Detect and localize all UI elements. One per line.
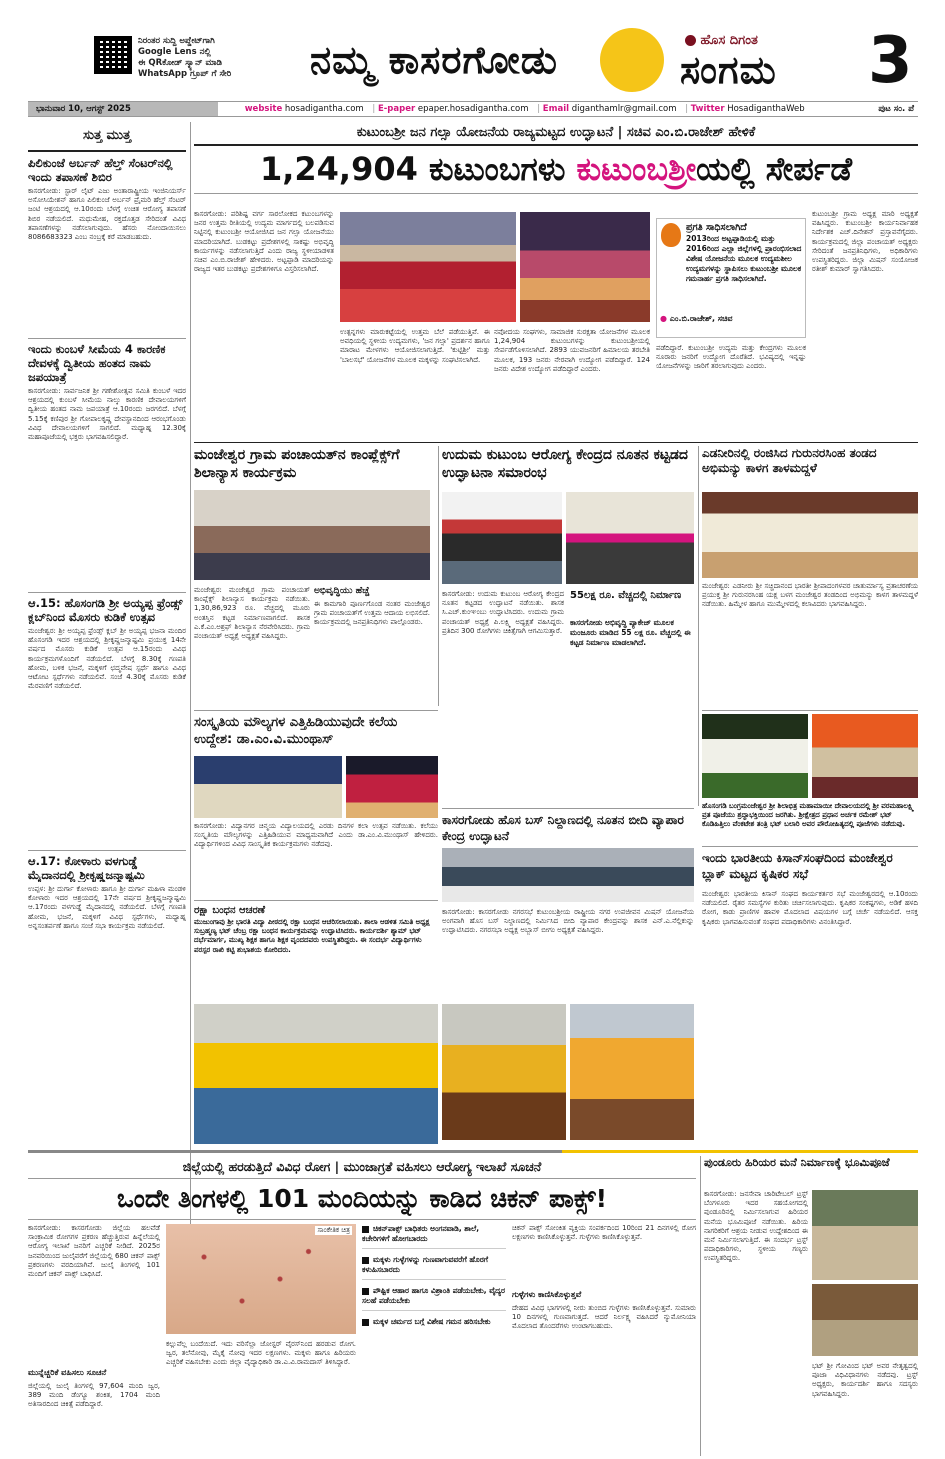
left-story-2-body: ಕಾಸರಗೋಡು: ಸಾರ್ವಜನಿಕ ಶ್ರೀ ಗಣೇಶೋತ್ಸವ ಸಮಿತಿ ಕುಂಬಳೆ ಇದರ ಆಶ್ರಯದಲ್ಲಿ ಕುಂಬಳೆ ಸೀಮೆಯ ನಾಲ್ಕು ಕಾರಣಿಕ ದೇವಾಲಯಗಳಿಗೆ ದ್ವಿತೀಯ ಹಂತದ ನಾಮ ಜಪಯಾತ್ರೆ ಆ.10ರಂದು ಜರಗಲಿದೆ. ಬೆಳಗ್ಗೆ 5.15ಕ್ಕೆ ಕಣಿಪುರ ಶ್ರೀ ಗೋಪಾಲಕೃಷ್ಣ ದೇವಸ್ಥಾನದಿಂದ ಆರಂಭಗೊಂಡು ವಿವಿಧ ದೇವಾಲಯಗಳಿಗೆ ಸಾಗಲಿದೆ. ಮಧ್ಯಾಹ್ನ 12.30ಕ್ಕೆ ಮಹಾಪೂಜೆಯಲ್ಲಿ ಭಕ್ತರು ಭಾಗವಹಿಸಲಿದ್ದಾರೆ. [28, 387, 186, 442]
lead-body-3: ನವೋದಯ ಸಂಘಗಳು, ಸಾಮಾಜಿಕ ಸುರಕ್ಷತಾ ಯೋಜನೆಗಳ ಮೂಲಕ 1,24,904 ಕುಟುಂಬಗಳನ್ನು ಕುಟುಂಬಶ್ರೀಯಲ್ಲಿ ಸೇರ್ಪಡೆಗೊಳಿಸಲಾಗಿದೆ. 2893 ಯುವಜನರಿಗೆ ಹಿಮಾಲಯ ತರಬೇತಿ ಮೂಲಕ, 193 ಜನರು ನೇರವಾಗಿ ಉದ್ಯೋಗ ಪಡೆದಿದ್ದಾರೆ. 124 ಜನರು ವಿದೇಶ ಉದ್ಯೋಗ ಪಡೆದಿದ್ದಾರೆ ಎಂದರು. [494, 328, 650, 373]
lead-sidebar-icon [661, 223, 681, 247]
brand-logo-icon [685, 35, 696, 46]
left-story-3-body: ಮಂಜೇಶ್ವರ: ಶ್ರೀ ಅಯ್ಯಪ್ಪ ಫ್ರೆಂಡ್ಸ್ ಕ್ಲಬ್ ಶ್ರೀ ಅಯ್ಯಪ್ಪ ಭಜನಾ ಮಂದಿರ ಹೊಸಂಗಡಿ ಇದರ ಆಶ್ರಯದಲ್ಲಿ ಶ್ರೀಕೃಷ್ಣಜನ್ಮಾಷ್ಟಮಿ ಪ್ರಯುಕ್ತ 14ನೇ ವರ್ಷದ ಮೊಸರು ಕುಡಿಕೆ ಉತ್ಸವ ಆ.15ರಂದು ವಿವಿಧ ಕಾರ್ಯಕ್ರಮಗಳೊಂದಿಗೆ ನಡೆಯಲಿದೆ. ಬೆಳಗ್ಗೆ 8.30ಕ್ಕೆ ಗಣಪತಿ ಹೋಮ, ಬಳಿಕ ಭಜನೆ, ಮಕ್ಕಳಿಗೆ ಛದ್ಮವೇಷ ಸ್ಪರ್ಧೆ ಹಾಗೂ ವಿವಿಧ ಆಟೋಟ ಸ್ಪರ್ಧೆಗಳು ನಡೆಯಲಿವೆ. ಸಂಜೆ 4.30ಕ್ಕೆ ಮೊಸರು ಕುಡಿಕೆ ಮೆರವಣಿಗೆ ನಡೆಯಲಿದೆ. [28, 627, 186, 691]
qr-code[interactable] [94, 36, 132, 74]
masthead [0, 0, 945, 118]
epaper-value: epaper.hosadigantha.com [417, 104, 529, 114]
manjeshwar-headline: ಮಂಜೇಶ್ವರ ಗ್ರಾಮ ಪಂಚಾಯತ್‌ನ ಕಾಂಪ್ಲೆಕ್ಸ್‌ಗೆ ಶಿಲಾನ್ಯಾಸ ಕಾರ್ಯಕ್ರಮ [194, 447, 400, 481]
temple-photo-2[interactable] [812, 714, 918, 798]
bottom-body-3: ಕಲ್ಲುವೆಲ್ಲ ಬಂದೆಯಿದೆ. ಇದು ವರಿಸೆಲ್ಲಾ ಜೋಸ್ಟರ್ ವೈರಸ್‌ನಿಂದ ಹರಡುವ ರೋಗ. ಜ್ವರ, ತಲೆನೋವು, ಮೈಕೈ ನೋವು ಇದರ ಲಕ್ಷಣಗಳು. ಮಕ್ಕಳು ಹಾಗೂ ಹಿರಿಯರು ಎಚ್ಚರಿಕೆ ವಹಿಸಬೇಕು ಎಂದು ಜಿಲ್ಲಾ ವೈದ್ಯಾಧಿಕಾರಿ ಡಾ.ಎ.ವಿ.ರಾಮದಾಸ್ ತಿಳಿಸಿದ್ದಾರೆ. [166, 1340, 356, 1367]
epaper-label: E-paper [377, 104, 416, 114]
lead-story [194, 122, 918, 442]
chickenpox-photo[interactable] [166, 1224, 356, 1334]
manjeshwar-body: ಮಂಜೇಶ್ವರ: ಮಂಜೇಶ್ವರ ಗ್ರಾಮ ಪಂಚಾಯತ್ ಕಾಂಪ್ಲೆಕ್ಸ್ ಶಿಲಾನ್ಯಾಸ ಕಾರ್ಯಕ್ರಮ ನಡೆಯಿತು. 1,30,86,923 ರೂ. ವೆಚ್ಚದಲ್ಲಿ ಮೂರು ಅಂತಸ್ತಿನ ಕಟ್ಟಡ ನಿರ್ಮಾಣವಾಗಲಿದೆ. ಶಾಸಕ ಎ.ಕೆ.ಎಂ.ಅಶ್ರಫ್ ಶಿಲಾನ್ಯಾಸ ನೆರವೇರಿಸಿದರು. ಗ್ರಾಮ ಪಂಚಾಯತ್ ಅಧ್ಯಕ್ಷೆ ಅಧ್ಯಕ್ಷತೆ ವಹಿಸಿದ್ದರು. [194, 586, 310, 641]
bottom-subhead-1: ಮುನ್ನೆಚ್ಚರಿಕೆ ವಹಿಸಲು ಸೂಚನೆ [28, 1368, 107, 1377]
column-divider [438, 446, 439, 706]
lead-body-4: ಪಡೆದಿದ್ದಾರೆ. ಕುಟುಂಬಶ್ರೀ ಉದ್ಯಮ ಮತ್ತು ಕೇಂದ್ರಗಳು ಮೂಲಕ ನೂರಾರು ಜನರಿಗೆ ಉದ್ಯೋಗ ದೊರೆತಿದೆ. ಭವಿಷ್ಯದಲ್ಲಿ ಇನ್ನಷ್ಟು ಯೋಜನೆಗಳನ್ನು ಜಾರಿಗೆ ತರಲಾಗುವುದು ಎಂದರು. [656, 344, 806, 371]
bottom-kicker: ಜಿಲ್ಲೆಯಲ್ಲಿ ಹರಡುತ್ತಿದೆ ವಿವಿಧ ರೋಗ | ಮುಂಜಾಗ್ರತೆ ವಹಿಸಲು ಆರೋಗ್ಯ ಇಲಾಖೆ ಸೂಚನೆ [28, 1156, 696, 1179]
email[interactable] [543, 104, 677, 114]
date-label: ಭಾನುವಾರ 10, ಆಗಸ್ಟ್ 2025 [28, 102, 218, 116]
left-column [28, 122, 186, 1282]
uduma-box-body: ಕಾಸರಗೋಡು ಅಭಿವೃದ್ಧಿ ಪ್ಯಾಕೇಜ್ ಮೂಲಕ ಮಂಜೂರು ಮಾಡಿದ 55 ಲಕ್ಷ ರೂ. ವೆಚ್ಚದಲ್ಲಿ ಈ ಕಟ್ಟಡ ನಿರ್ಮಾಣ ಮಾಡಲಾಗಿದೆ. [570, 618, 691, 647]
temple-photo-1[interactable] [702, 714, 808, 798]
row-divider [194, 900, 438, 901]
email-value: diganthamlr@gmail.com [571, 104, 677, 114]
raksha-headline: ರಕ್ಷಾ ಬಂಧನ ಆಚರಣೆ [194, 905, 266, 916]
brand-small-label: ಹೊಸ ದಿಗಂತ [700, 33, 758, 48]
kisan-headline: ಇಂದು ಭಾರತೀಯ ಕಿಸಾನ್‌ಸಂಘದಿಂದ ಮಂಜೇಶ್ವರ ಬ್ಲಾಕ್ ಮಟ್ಟದ ಕೃಷಿಕರ ಸಭೆ [702, 851, 893, 881]
lead-body-5: ಕುಟುಂಬಶ್ರೀ ಗ್ರಾಮ ಅಧ್ಯಕ್ಷ ಮಾರಿ ಅಧ್ಯಕ್ಷತೆ ವಹಿಸಿದ್ದರು. ಕುಟುಂಬಶ್ರೀ ಕಾರ್ಯನಿರ್ವಾಹಕ ನಿರ್ದೇಶಕ ಎಚ್.ದಿನೇಶನ್ ಪ್ರಸ್ತಾವನೆಗೈದರು. ಕಾರ್ಯಕ್ರಮದಲ್ಲಿ ಜಿಲ್ಲಾ ಪಂಚಾಯತ್ ಅಧ್ಯಕ್ಷರು ಸೇರಿದಂತೆ ಜನಪ್ರತಿನಿಧಿಗಳು, ಅಧಿಕಾರಿಗಳು ಉಪಸ್ಥಿತರಿದ್ದರು. ಜಿಲ್ಲಾ ಮಿಷನ್ ಸಂಯೋಜಕ ರತೀಶ್ ಕುಮಾರ್ ಸ್ವಾಗತಿಸಿದರು. [812, 210, 918, 274]
row-divider [194, 442, 918, 443]
manjeshwar-subhead: ಅಭಿವೃದ್ಧಿಯು ಹೆಚ್ಚೆ [314, 586, 370, 596]
story-raksha-bandhan [194, 904, 692, 994]
lead-kicker: ಕುಟುಂಬಶ್ರೀ ಜನ ಗಲ್ಸಾ ಯೋಜನೆಯ ರಾಜ್ಯಮಟ್ಟದ ಉದ್ಘಾಟನೆ | ಸಚಿವ ಎಂ.ಬಿ.ರಾಜೇಶ್ ಹೇಳಿಕೆ [194, 122, 918, 146]
lead-sidebar-head: ಪ್ರಗತಿ ಸಾಧಿಸಲಾಗಿದೆ [686, 222, 747, 233]
bullet-item [362, 1224, 506, 1249]
lead-headline-highlight: ಕುಟುಂಬಶ್ರೀ [576, 150, 697, 188]
bullet-text: ಮಕ್ಕಳ ಚರ್ಮದ ಬಗ್ಗೆ ವಿಶೇಷ ಗಮನ ಹರಿಸಬೇಕು [373, 1317, 491, 1326]
uduma-headline: ಉದುಮ ಕುಟುಂಬ ಆರೋಗ್ಯ ಕೇಂದ್ರದ ನೂತನ ಕಟ್ಟಡದ ಉದ್ಘಾಟನಾ ಸಮಾರಂಭ [442, 447, 688, 481]
uduma-box-head: 55ಲಕ್ಷ ರೂ. ವೆಚ್ಚದಲ್ಲಿ ನಿರ್ಮಾಣ [570, 590, 682, 601]
uduma-photo-1[interactable] [442, 492, 562, 584]
uduma-body: ಕಾಸರಗೋಡು: ಉದುಮ ಕುಟುಂಬ ಆರೋಗ್ಯ ಕೇಂದ್ರದ ನೂತನ ಕಟ್ಟಡದ ಉದ್ಘಾಟನೆ ನಡೆಯಿತು. ಶಾಸಕ ಸಿ.ಎಚ್.ಕುಂಞಂಬು ಉದ್ಘಾಟಿಸಿದರು. ಉದುಮ ಗ್ರಾಮ ಪಂಚಾಯತ್ ಅಧ್ಯಕ್ಷೆ ಪಿ.ಲಕ್ಷ್ಮಿ ಅಧ್ಯಕ್ಷತೆ ವಹಿಸಿದ್ದರು. ಪ್ರತಿದಿನ 300 ರೋಗಿಗಳು ಚಿಕಿತ್ಸೆಗಾಗಿ ಆಗಮಿಸುತ್ತಾರೆ. [442, 590, 564, 635]
lead-sidebar-body: 2013ರಿಂದ ಅಟ್ಟಪ್ಪಾಡಿಯಲ್ಲಿ ಮತ್ತು 2016ರಿಂದ ಎಲ್ಲಾ ಜಿಲ್ಲೆಗಳಲ್ಲಿ ಪ್ರಾರಂಭಿಸಲಾದ ವಿಶೇಷ ಯೋಜನೆಯ ಮೂಲಕ ಉದ್ಯಮಶೀಲ ಉದ್ಯಮಗಳನ್ನು ಸ್ಥಾಪಿಸಲು ಕುಟುಂಬಶ್ರೀ ಮೂಲಕ ಗಮನಾರ್ಹ ಪ್ರಗತಿ ಸಾಧಿಸಲಾಗಿದೆ. [686, 234, 802, 283]
section-label-text: ಸುತ್ತ ಮುತ್ತ [82, 128, 132, 143]
bottom-subhead-2: ಗುಳ್ಳೆಗಳು ಕಾಣಿಸಿಕೊಳ್ಳುತ್ತವೆ [512, 1290, 582, 1299]
chickenpox-photo-caption: ಸಾಂಕೇತಿಕ ಚಿತ್ರ [317, 1226, 350, 1234]
bullet-item [362, 1255, 506, 1280]
lead-body-2: ಉತ್ಪನ್ನಗಳು ಮಾರುಕಟ್ಟೆಯಲ್ಲಿ ಉತ್ತಮ ಬೆಲೆ ಪಡೆಯುತ್ತಿವೆ. ಈ ಅವಧಿಯಲ್ಲಿ ಸ್ಥಳೀಯ ಉದ್ಯಮಗಳು, 'ಜನ ಗಲ್ಸಾ' ಪ್ರದರ್ಶನ ಹಾಗೂ ಮಾರಾಟ ಮೇಳಗಳು ಆಯೋಜಿಸಲಾಗುತ್ತಿದೆ. 'ಕುಟ್ಟಿಶ್ರೀ' ಮತ್ತು 'ಬಾಲಸಭೆ' ಯೋಜನೆಗಳ ಮೂಲಕ ಮಕ್ಕಳನ್ನು ಸಂಘಟಿಸಲಾಗಿದೆ. [340, 328, 490, 364]
edaneer-body: ಮಂಜೇಶ್ವರ: ಎಡನೀರು ಶ್ರೀ ಸಚ್ಚಿದಾನಂದ ಭಾರತೀ ಶ್ರೀಪಾದಂಗಳವರ ಚಾತುರ್ಮಾಸ್ಯ ವ್ರತಾಚರಣೆಯ ಪ್ರಯುಕ್ತ ಶ್ರೀ ಗುರುನರಸಿಂಹ ಯಕ್ಷ ಬಳಗ ಮಂಜೇಶ್ವರ ತಂಡದಿಂದ ಅಭಿಮನ್ಯು ಕಾಳಗ ತಾಳಮದ್ದಳೆ ನಡೆಯಿತು. ಹಿಮ್ಮೇಳ ಹಾಗೂ ಮುಮ್ಮೇಳದಲ್ಲಿ ಕಲಾವಿದರು ಭಾಗವಹಿಸಿದ್ದರು. [702, 582, 918, 609]
old-age-home-body-2: ಭಟ್ ಶ್ರೀ ಗೋವಿಂದ ಭಟ್ ಅವರ ನೇತೃತ್ವದಲ್ಲಿ ಪೂಜಾ ವಿಧಿವಿಧಾನಗಳು ನಡೆದವು. ಟ್ರಸ್ಟ್ ಅಧ್ಯಕ್ಷರು, ಕಾರ್ಯದರ್ಶಿ ಹಾಗೂ ಸದಸ್ಯರು ಭಾಗವಹಿಸಿದ್ದರು. [812, 1362, 918, 1398]
lead-headline-part-2: ಯಲ್ಲಿ ಸೇರ್ಪಡೆ [696, 150, 853, 188]
street-market-headline: ಕಾಸರಗೋಡು ಹೊಸ ಬಸ್ ನಿಲ್ದಾಣದಲ್ಲಿ ನೂತನ ಬೀದಿ ವ್ಯಾಪಾರ ಕೇಂದ್ರ ಉದ್ಘಾಟನೆ [442, 813, 684, 843]
website[interactable] [221, 104, 364, 114]
row-divider [702, 846, 918, 847]
twitter-label: Twitter [690, 104, 725, 114]
bullet-text: ಚಿಕನ್‌ಪಾಕ್ಸ್ ಬಾಧಿತರು ಅಂಗನವಾಡಿ, ಶಾಲೆ, ಕಚೇರಿಗಳಿಗೆ ಹೋಗಬಾರದು [362, 1224, 480, 1243]
qr-line-1: ನಿರಂತರ ಸುದ್ದಿ ಅಪ್ಡೇಟ್‌ಗಾಗಿ [138, 36, 215, 46]
column-divider [698, 446, 699, 806]
lead-photo-right[interactable] [520, 212, 650, 322]
raksha-body: ಮುಜುಂಗಾವು ಶ್ರೀ ಭಾರತಿ ವಿದ್ಯಾ ಪೀಠದಲ್ಲಿ ರಕ್ಷಾ ಬಂಧನ ಆಚರಿಸಲಾಯಿತು. ಶಾಲಾ ಆಡಳಿತ ಸಮಿತಿ ಅಧ್ಯಕ್ಷ ಸುಬ್ರಹ್ಮಣ್ಯ ಭಟ್ ಚೆಂಬ್ರ ರಕ್ಷಾ ಬಂಧನ ಕಾರ್ಯಕ್ರಮವನ್ನು ಉದ್ಘಾಟಿಸಿದರು. ಕಾರ್ಯದರ್ಶಿ ಶ್ಯಾಮ್ ಭಟ್ ದರ್ಭೆಮಾರ್ಗ, ಮುಖ್ಯ ಶಿಕ್ಷಕ ಹಾಗೂ ಶಿಕ್ಷಕ ವೃಂದದವರು ಉಪಸ್ಥಿತರಿದ್ದರು. ಈ ಸಂದರ್ಭ ವಿದ್ಯಾರ್ಥಿಗಳು ಪರಸ್ಪರ ರಾಖಿ ಕಟ್ಟಿ ಶುಭಾಶಯ ಕೋರಿದರು. [194, 918, 430, 954]
section-label [28, 122, 186, 152]
uduma-photo-2[interactable] [566, 492, 694, 584]
bullet-item [362, 1286, 506, 1311]
story-kisan-sangh [702, 850, 918, 1150]
lead-sidebar-sig-text: ಎಂ.ಬಿ.ರಾಜೇಶ್, ಸಚಿವ [669, 314, 733, 323]
bullet-square-icon [362, 1288, 369, 1295]
lead-photo-left[interactable] [340, 212, 516, 322]
story-edaneer [702, 446, 918, 706]
qr-line-3: ಈ QRಕೋಡ್ ಸ್ಕ್ಯಾನ್ ಮಾಡಿ [138, 58, 222, 68]
bullet-square-icon [362, 1226, 369, 1233]
raksha-photos [442, 1004, 694, 1144]
old-age-home-body: ಕಾಸರಗೋಡು: ಜನಸೇವಾ ಚಾರಿಟೇಬಲ್ ಟ್ರಸ್ಟ್ ಬೆಂಗಳೂರು ಇದರ ಸಹಯೋಗದಲ್ಲಿ ಪುಂಡೂರಿನಲ್ಲಿ ನಿರ್ಮಿಸಲಾಗುವ ಹಿರಿಯರ ಮನೆಯ ಭೂಮಿಪೂಜೆ ನಡೆಯಿತು. ಹಿರಿಯ ನಾಗರಿಕರಿಗೆ ಆಶ್ರಯ ನೀಡುವ ಉದ್ದೇಶದಿಂದ ಈ ಮನೆ ನಿರ್ಮಿಸಲಾಗುತ್ತಿದೆ. ಈ ಸಂದರ್ಭ ಟ್ರಸ್ಟ್ ಪದಾಧಿಕಾರಿಗಳು, ಸ್ಥಳೀಯ ಗಣ್ಯರು ಉಪಸ್ಥಿತರಿದ್ದರು. [704, 1190, 808, 1263]
story-uduma-health [442, 446, 694, 806]
epaper[interactable] [378, 104, 529, 114]
old-age-home-photo-1[interactable] [812, 1190, 918, 1280]
culture-photo-2[interactable] [346, 756, 438, 818]
edaneer-headline: ಎಡನೀರಿನಲ್ಲಿ ರಂಜಿಸಿದ ಗುರುನರಸಿಂಹ ತಂಡದ ಅಭಿಮನ್ಯು ಕಾಳಗ ತಾಳಮದ್ದಳೆ [702, 446, 877, 475]
column-divider [700, 1156, 701, 1456]
old-age-home-photo-2[interactable] [812, 1284, 918, 1356]
culture-body: ಕಾಸರಗೋಡು: ವಿದ್ಯಾನಗರ ಚಿನ್ಮಯ ವಿದ್ಯಾಲಯದಲ್ಲಿ ಎರಡು ದಿನಗಳ ಕಲಾ ಉತ್ಸವ ನಡೆಯಿತು. ಕಲೆಯು ಸಂಸ್ಕೃತಿಯ ಮೌಲ್ಯಗಳನ್ನು ಎತ್ತಿಹಿಡಿಯುವ ಮಾಧ್ಯಮವಾಗಿದೆ ಎಂದು ಡಾ.ಎಂ.ವಿ.ಮುಂಥಾಸ್ ಹೇಳಿದರು. ವಿದ್ಯಾರ್ಥಿಗಳಿಂದ ವಿವಿಧ ಸಾಂಸ್ಕೃತಿಕ ಕಾರ್ಯಕ್ರಮಗಳು ನಡೆದವು. [194, 822, 438, 849]
bottom-body-5: ದೇಹದ ವಿವಿಧ ಭಾಗಗಳಲ್ಲಿ ನೀರು ತುಂಬಿದ ಗುಳ್ಳೆಗಳು ಕಾಣಿಸಿಕೊಳ್ಳುತ್ತವೆ. ಸುಮಾರು 10 ದಿನಗಳಲ್ಲಿ ಗುಣವಾಗುತ್ತದೆ. ಆದರೆ ನಿರ್ಲಕ್ಷ್ಯ ವಹಿಸಿದರೆ ನ್ಯುಮೋನಿಯಾ ಮೊದಲಾದ ತೊಂದರೆಗಳು ಉಂಟಾಗಬಹುದು. [512, 1304, 696, 1331]
qr-caption [138, 36, 313, 80]
website-label: website [244, 104, 283, 114]
lead-sidebar-box [656, 218, 806, 338]
row-divider [702, 710, 918, 711]
bottom-story [28, 1156, 696, 1456]
street-market-body: ಕಾಸರಗೋಡು: ಕಾಸರಗೋಡು ನಗರಸಭೆ ಕುಟುಂಬಶ್ರೀಯ ರಾಷ್ಟ್ರೀಯ ನಗರ ಉಪಜೀವನ ಮಿಷನ್ ಯೋಜನೆಯ ಅಂಗವಾಗಿ ಹೊಸ ಬಸ್ ನಿಲ್ದಾಣದಲ್ಲಿ ನಿರ್ಮಿಸಿದ ಬೀದಿ ವ್ಯಾಪಾರ ಕೇಂದ್ರವನ್ನು ಶಾಸಕ ಎನ್.ಎ.ನೆಲ್ಲಿಕುನ್ನು ಉದ್ಘಾಟಿಸಿದರು. ನಗರಸಭಾ ಅಧ್ಯಕ್ಷ ಅಬ್ಬಾಸ್ ಬೀಗಂ ಅಧ್ಯಕ್ಷತೆ ವಹಿಸಿದ್ದರು. [442, 908, 694, 935]
bullet-square-icon [362, 1319, 369, 1326]
column-divider [190, 122, 191, 1282]
row-divider [442, 808, 694, 809]
website-value: hosadigantha.com [284, 104, 364, 114]
bullet-text: ಮಕ್ಕಳು ಗುಳ್ಳೆಗಳನ್ನು ಗುಣವಾಗುವವರೆಗೆ ಹೊರಗೆ ಕಳುಹಿಸಬಾರದು [362, 1255, 489, 1274]
twitter-value: HosadiganthaWeb [727, 104, 805, 114]
left-story-1-headline: ಪಿಲಿಕುಂಜೆ ಅರ್ಬನ್ ಹೆಲ್ತ್ ಸೆಂಟರ್‌ನಲ್ಲಿ ಇಂದು ತಪಾಸಣೆ ಶಿಬಿರ [28, 156, 173, 184]
masthead-title: ನಮ್ಮ ಕಾಸರಗೋಡು [310, 38, 559, 82]
bottom-body-1: ಕಾಸರಗೋಡು: ಕಾಸರಗೋಡು ಜಿಲ್ಲೆಯ ಹಲವೆಡೆ ಸಾಂಕ್ರಾಮಿಕ ರೋಗಗಳ ಪ್ರಕರಣ ಹೆಚ್ಚುತ್ತಿರುವ ಹಿನ್ನೆಲೆಯಲ್ಲಿ ಆರೋಗ್ಯ ಇಲಾಖೆ ಜನರಿಗೆ ಎಚ್ಚರಿಕೆ ನೀಡಿದೆ. 2025ರ ಜನವರಿಯಿಂದ ಜುಲೈವರೆಗೆ ಜಿಲ್ಲೆಯಲ್ಲಿ 680 ಚಿಕನ್ ಪಾಕ್ಸ್ ಪ್ರಕರಣಗಳು ವರದಿಯಾಗಿವೆ. ಜುಲೈ ತಿಂಗಳಲ್ಲಿ 101 ಮಂದಿಗೆ ಚಿಕನ್ ಪಾಕ್ಸ್ ಬಾಧಿಸಿದೆ. [28, 1224, 160, 1279]
old-age-home-headline: ಪುಂಡೂರು ಹಿರಿಯರ ಮನೆ ನಿರ್ಮಾಣಕ್ಕೆ ಭೂಮಿಪೂಜೆ [704, 1156, 890, 1169]
left-story-3-headline: ಆ.15: ಹೊಸಂಗಡಿ ಶ್ರೀ ಅಯ್ಯಪ್ಪ ಫ್ರೆಂಡ್ಸ್ ಕ್ಲಬ್‌ನಿಂದ ಮೊಸರು ಕುಡಿಕೆ ಉತ್ಸವ [28, 596, 183, 624]
story-manjeshwar-complex [194, 446, 434, 706]
pages-label: ಪುಟ ಸಂ. ಪೆ [878, 104, 914, 114]
left-story-2-headline: ಇಂದು ಕುಂಬಳೆ ಸೀಮೆಯ 4 ಕಾರಣಿಕ ದೇವಳಕ್ಕೆ ದ್ವಿತೀಯ ಹಂತದ ನಾಮ ಜಪಯಾತ್ರೆ [28, 342, 166, 384]
manjeshwar-body-2: ಈ ಕಾಮಗಾರಿ ಪೂರ್ಣಗೊಂಡ ನಂತರ ಮಂಜೇಶ್ವರ ಗ್ರಾಮ ಪಂಚಾಯತ್‌ಗೆ ಉತ್ತಮ ಆದಾಯ ಲಭಿಸಲಿದೆ. ಕಾರ್ಯಕ್ರಮದಲ್ಲಿ ಜನಪ್ರತಿನಿಧಿಗಳು ಪಾಲ್ಗೊಂಡರು. [314, 600, 430, 627]
story-old-age-home [704, 1156, 918, 1456]
culture-headline: ಸಂಸ್ಕೃತಿಯ ಮೌಲ್ಯಗಳ ಎತ್ತಿಹಿಡಿಯುವುದೇ ಕಲೆಯ ಉದ್ದೇಶ: ಡಾ.ಎಂ.ವಿ.ಮುಂಥಾಸ್ [194, 715, 398, 747]
qr-line-2: Google Lens ನಲ್ಲಿ [138, 47, 211, 57]
email-label: Email [542, 104, 570, 114]
temple-caption: ಹೊಸಂಗಡಿ ಬಂಗ್ರಮಂಜೇಶ್ವರ ಶ್ರೀ ಶಿಲಾಭಿತ್ರ ಮಹಾಮಾಯೀ ದೇವಾಲಯದಲ್ಲಿ ಶ್ರೀ ವರಮಹಾಲಕ್ಷ್ಮಿ ವ್ರತ ಪೂಜೆಯು ಶ್ರದ್ಧಾಭಕ್ತಿಯಿಂದ ಜರಗಿತು. ಶ್ರೀಕ್ಷೇತ್ರದ ಪ್ರಧಾನ ಅರ್ಚಕ ರಮೇಶ್ ಭಟ್ ಕೊಡಿಹಿತ್ತಿಲು ವೆಂಕಟೇಶ ತಂತ್ರಿ ಭಟ್ ಬಲಾರಿ ಅವರ ಪೌರೋಹಿತ್ಯದಲ್ಲಿ ಪೂಜೆಗಳು ನಡೆದುವು. [702, 802, 914, 828]
bullet-text: ಪೌಷ್ಟಿಕ ಆಹಾರ ಹಾಗೂ ವಿಶ್ರಾಂತಿ ಪಡೆಯಬೇಕು, ವೈದ್ಯರ ಸಲಹೆ ಪಡೆಯಬೇಕು [362, 1286, 505, 1305]
street-market-photo[interactable] [442, 848, 694, 902]
qr-line-4: WhatsApp ಗ್ರೂಪ್ ಗೆ ಸೇರಿ [138, 69, 232, 79]
bottom-body-2: ಜಿಲ್ಲೆಯಲ್ಲಿ ಜುಲೈ ತಿಂಗಳಲ್ಲಿ 97,604 ಮಂದಿ ಜ್ವರ, 389 ಮಂದಿ ಡೆಂಗ್ಯೂ ಶಂಕಿತ, 1704 ಮಂದಿ ಅತಿಸಾರದಿಂದ ಚಿಕಿತ್ಸೆ ಪಡೆದಿದ್ದಾರೆ. [28, 1382, 160, 1409]
manjeshwar-photo[interactable] [194, 490, 430, 580]
culture-photo-1[interactable] [194, 756, 342, 818]
story-street-market [442, 812, 694, 904]
info-bar: ಭಾನುವಾರ 10, ಆಗಸ್ಟ್ 2025 website hosadigantha.com | E-paper epaper.hosadigantha.com | Email diganthamlr@gmail.com | Twitter HosadiganthaWeb ಪುಟ ಸಂ. ಪೆ [28, 101, 918, 117]
bottom-headline: ಒಂದೇ ತಿಂಗಳಲ್ಲಿ 101 ಮಂದಿಯನ್ನು ಕಾಡಿದ ಚಿಕನ್ ಪಾಕ್ಸ್! [28, 1179, 696, 1220]
lead-headline-part-1: 1,24,904 ಕುಟುಂಬಗಳು [259, 150, 566, 188]
twitter[interactable] [691, 104, 805, 114]
story-culture-art [194, 714, 438, 896]
brand-small [685, 33, 758, 48]
raksha-photo-wide[interactable] [194, 1004, 438, 1144]
lead-sidebar-sig: ● ಎಂ.ಬಿ.ರಾಜೇಶ್, ಸಚಿವ [660, 314, 733, 323]
bullet-item [362, 1317, 506, 1327]
left-story-4-headline: ಆ.17: ಕೋಳಾರು ವಳಗುಡ್ಡೆ ಮೈದಾನದಲ್ಲಿ ಶ್ರೀಕೃಷ್ಣಜನ್ಮಾಷ್ಟಮಿ [28, 854, 145, 882]
left-story-1-body: ಕಾಸರಗೋಡು: ಸ್ಟಾರ್ ಲೈಟ್ ಎಜು ಅಂತಾರಾಷ್ಟ್ರೀಯ ಇಂಜಿನಿಯರ್ಸ್ ಅಸೋಸಿಯೇಶನ್ ಹಾಗೂ ಪಿಲಿಕುಂಜೆ ಅರ್ಬನ್ ಪ್ರೈಮರಿ ಹೆಲ್ತ್ ಸೆಂಟರ್ ಜಂಟಿ ಆಶ್ರಯದಲ್ಲಿ ಆ.10ರಂದು ಬೆಳಗ್ಗೆ ಉಚಿತ ಆರೋಗ್ಯ ತಪಾಸಣೆ ಶಿಬಿರ ನಡೆಯಲಿದೆ. ಮಧುಮೇಹ, ರಕ್ತದೊತ್ತಡ ಸೇರಿದಂತೆ ವಿವಿಧ ತಪಾಸಣೆಗಳನ್ನು ನಡೆಸಲಾಗುವುದು. ಹೆಸರು ನೋಂದಾಯಿಸಲು 8086683323 ಎಂಬ ನಂಬ್ರಕ್ಕೆ ಕರೆ ಮಾಡಬಹುದು. [28, 187, 186, 242]
story-temple [702, 714, 918, 842]
raksha-photo-2[interactable] [570, 1004, 694, 1140]
bottom-bullets [362, 1224, 506, 1454]
brand-name: ಸಂಗಮ [680, 48, 777, 92]
left-story-4-body: ಉಪ್ಪಳ: ಶ್ರೀ ದುರ್ಗಾ ಕೋಳಾರು ಹಾಗೂ ಶ್ರೀ ದುರ್ಗಾ ಮಹಿಳಾ ಮಂಡಳಿ ಕೋಳಾರು ಇದರ ಆಶ್ರಯದಲ್ಲಿ 17ನೇ ವರ್ಷದ ಶ್ರೀಕೃಷ್ಣಜನ್ಮಾಷ್ಟಮಿ ಆ.17ರಂದು ವಳಗುಡ್ಡೆ ಮೈದಾನದಲ್ಲಿ ನಡೆಯಲಿದೆ. ಬೆಳಗ್ಗೆ ಗಣಪತಿ ಹೋಮ, ಭಜನೆ, ಮಕ್ಕಳಿಗೆ ವಿವಿಧ ಸ್ಪರ್ಧೆಗಳು, ಮಧ್ಯಾಹ್ನ ಅನ್ನಸಂತರ್ಪಣೆ ಹಾಗೂ ಸಂಜೆ ಸಭಾ ಕಾರ್ಯಕ್ರಮ ನಡೆಯಲಿದೆ. [28, 885, 186, 930]
edaneer-photo[interactable] [702, 492, 918, 578]
kisan-body: ಮಂಜೇಶ್ವರ: ಭಾರತೀಯ ಕಿಸಾನ್ ಸಂಘದ ಕಾರ್ಯಕರ್ತರ ಸಭೆ ಮಂಜೇಶ್ವರದಲ್ಲಿ ಆ.10ರಂದು ನಡೆಯಲಿದೆ. ರೈತರ ಸಮಸ್ಯೆಗಳ ಕುರಿತು ಚರ್ಚಿಸಲಾಗುವುದು. ಕೃಷಿಕರ ಸಂಕಷ್ಟಗಳು, ಅಡಿಕೆ ಹಳದಿ ರೋಗ, ಕಾಡು ಪ್ರಾಣಿಗಳ ಹಾವಳಿ ಮೊದಲಾದ ವಿಷಯಗಳ ಬಗ್ಗೆ ಚರ್ಚೆ ನಡೆಯಲಿದೆ. ಆಸಕ್ತ ಕೃಷಿಕರು ಭಾಗವಹಿಸುವಂತೆ ಸಂಘದ ಪದಾಧಿಕಾರಿಗಳು ವಿನಂತಿಸಿದ್ದಾರೆ. [702, 890, 918, 926]
bottom-band [28, 1150, 918, 1153]
lead-headline [194, 146, 918, 194]
page-number: 3 [868, 24, 913, 98]
raksha-photo-1[interactable] [442, 1004, 566, 1140]
lead-body-1: ಕಾಸರಗೋಡು: ಪರಿಶಿಷ್ಟ ವರ್ಗ ಸಾರಲೋಕದ ಕಟುಂಬಗಳನ್ನು ಜನರ ಉತ್ತಮ ರೀತಿಯಲ್ಲಿ ಉದ್ಯಮ ಮಾರ್ಗದಲ್ಲಿ ಬಲಪಡಿಸುವ ನಿಟ್ಟಿನಲ್ಲಿ ಕುಟುಂಬಶ್ರೀ ಆಯೋಜಿಸಿದ ಜನ ಗಲ್ಸಾ ಯೋಜನೆಯು ಮಾದರಿಯಾಗಿದೆ. ಬುಡಕಟ್ಟು ಪ್ರದೇಶಗಳಲ್ಲಿ ಸಾಕಷ್ಟು ಅಭಿವೃದ್ಧಿ ಕಾರ್ಯಗಳನ್ನು ನಡೆಸಲಾಗುತ್ತಿದೆ ಎಂದು ರಾಜ್ಯ ಸ್ಥಳೀಯಾಡಳಿತ ಸಚಿವ ಎಂ.ಬಿ.ರಾಜೇಶ್ ಹೇಳಿದರು. ಅಟ್ಟಪ್ಪಾಡಿ ಮಾದರಿಯನ್ನು ರಾಜ್ಯದ ಇತರ ಬುಡಕಟ್ಟು ಪ್ರದೇಶಗಳಿಗೂ ವಿಸ್ತರಿಸಲಾಗಿದೆ. [194, 210, 334, 274]
bullet-square-icon [362, 1257, 369, 1264]
bottom-body-4: ಚಿಕನ್ ಪಾಕ್ಸ್ ಸೋಂಕಿತ ವ್ಯಕ್ತಿಯ ಸಂಪರ್ಕದಿಂದ 10ರಿಂದ 21 ದಿನಗಳಲ್ಲಿ ರೋಗ ಲಕ್ಷಣಗಳು ಕಾಣಿಸಿಕೊಳ್ಳುತ್ತವೆ. ಗುಳ್ಳೆಗಳು ಕಾಣಿಸಿಕೊಳ್ಳುತ್ತವೆ. [512, 1224, 696, 1242]
row-divider [194, 710, 438, 711]
masthead-yellow-circle [600, 28, 664, 92]
